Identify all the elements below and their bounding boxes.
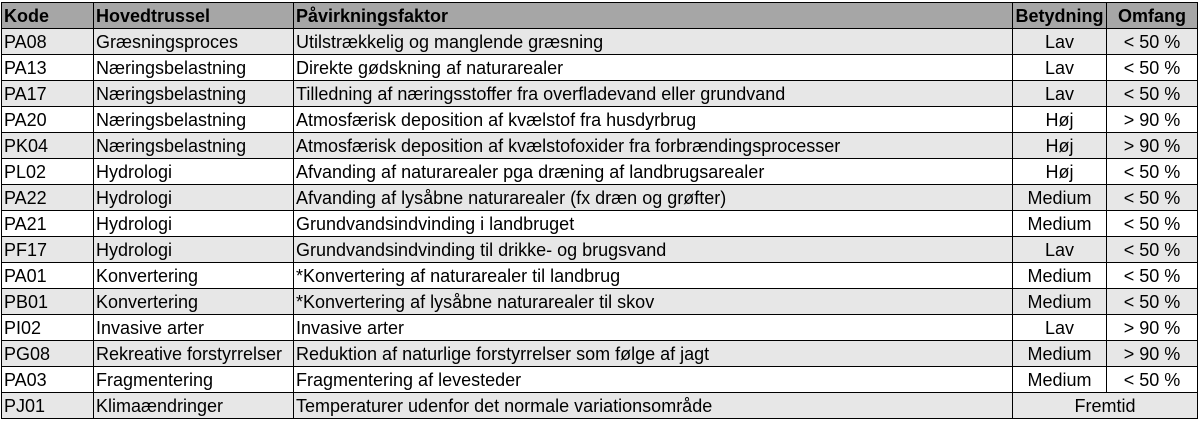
cell-omfang: > 90 %: [1107, 315, 1198, 341]
cell-omfang: < 50 %: [1107, 55, 1198, 81]
cell-paavirkningsfaktor: Temperaturer udenfor det normale variationsområde: [294, 393, 1013, 419]
table-row: [2, 29, 1198, 55]
cell-paavirkningsfaktor: Grundvandsindvinding i landbruget: [294, 211, 1013, 237]
cell-omfang: < 50 %: [1107, 263, 1198, 289]
table-row: [2, 237, 1198, 263]
cell-hovedtrussel: Hydrologi: [94, 211, 294, 237]
cell-paavirkningsfaktor: Tilledning af næringsstoffer fra overfladevand eller grundvand: [294, 81, 1013, 107]
cell-omfang: > 90 %: [1107, 341, 1198, 367]
cell-paavirkningsfaktor: Invasive arter: [294, 315, 1013, 341]
cell-fremtid-merged: Fremtid: [1013, 393, 1198, 419]
cell-paavirkningsfaktor: Atmosfærisk deposition af kvælstofoxider fra forbrændingsprocesser: [294, 133, 1013, 159]
cell-paavirkningsfaktor: Reduktion af naturlige forstyrrelser som følge af jagt: [294, 341, 1013, 367]
table-row: [2, 289, 1198, 315]
table-row: [2, 81, 1198, 107]
cell-betydning: Lav: [1013, 81, 1107, 107]
cell-omfang: < 50 %: [1107, 29, 1198, 55]
cell-omfang: < 50 %: [1107, 185, 1198, 211]
cell-kode: PA03: [2, 367, 94, 393]
cell-betydning: Medium: [1013, 263, 1107, 289]
header-omfang: Omfang: [1107, 3, 1198, 29]
cell-kode: PA21: [2, 211, 94, 237]
cell-paavirkningsfaktor: *Konvertering af naturarealer til landbrug: [294, 263, 1013, 289]
table-header: [2, 3, 1198, 29]
cell-paavirkningsfaktor: Direkte gødskning af naturarealer: [294, 55, 1013, 81]
cell-kode: PL02: [2, 159, 94, 185]
cell-omfang: < 50 %: [1107, 367, 1198, 393]
cell-betydning: Medium: [1013, 211, 1107, 237]
table-row: [2, 159, 1198, 185]
cell-hovedtrussel: Næringsbelastning: [94, 55, 294, 81]
header-row: [2, 3, 1198, 29]
cell-paavirkningsfaktor: Afvanding af naturarealer pga dræning af landbrugsarealer: [294, 159, 1013, 185]
header-betydning: Betydning: [1013, 3, 1107, 29]
cell-paavirkningsfaktor: Utilstrækkelig og manglende græsning: [294, 29, 1013, 55]
cell-hovedtrussel: Konvertering: [94, 289, 294, 315]
cell-omfang: > 90 %: [1107, 133, 1198, 159]
header-hovedtrussel: Hovedtrussel: [94, 3, 294, 29]
cell-betydning: Lav: [1013, 237, 1107, 263]
table-row: [2, 185, 1198, 211]
header-paavirkningsfaktor: Påvirkningsfaktor: [294, 3, 1013, 29]
cell-omfang: < 50 %: [1107, 159, 1198, 185]
cell-omfang: < 50 %: [1107, 211, 1198, 237]
table-row: [2, 211, 1198, 237]
cell-betydning: Høj: [1013, 133, 1107, 159]
cell-hovedtrussel: Næringsbelastning: [94, 133, 294, 159]
cell-kode: PA20: [2, 107, 94, 133]
table-row: [2, 341, 1198, 367]
table-row: [2, 107, 1198, 133]
cell-hovedtrussel: Næringsbelastning: [94, 107, 294, 133]
cell-betydning: Medium: [1013, 367, 1107, 393]
table-row: [2, 393, 1198, 419]
cell-hovedtrussel: Hydrologi: [94, 159, 294, 185]
cell-hovedtrussel: Græsningsproces: [94, 29, 294, 55]
header-kode: Kode: [2, 3, 94, 29]
cell-betydning: Medium: [1013, 341, 1107, 367]
table-body: [2, 29, 1198, 419]
table-row: [2, 133, 1198, 159]
cell-hovedtrussel: Næringsbelastning: [94, 81, 294, 107]
cell-hovedtrussel: Rekreative forstyrrelser: [94, 341, 294, 367]
cell-paavirkningsfaktor: *Konvertering af lysåbne naturarealer til skov: [294, 289, 1013, 315]
cell-betydning: Lav: [1013, 29, 1107, 55]
cell-omfang: < 50 %: [1107, 289, 1198, 315]
cell-paavirkningsfaktor: Grundvandsindvinding til drikke- og brugsvand: [294, 237, 1013, 263]
cell-hovedtrussel: Hydrologi: [94, 237, 294, 263]
cell-betydning: Lav: [1013, 315, 1107, 341]
cell-paavirkningsfaktor: Fragmentering af levesteder: [294, 367, 1013, 393]
cell-betydning: Høj: [1013, 107, 1107, 133]
table-row: [2, 263, 1198, 289]
cell-kode: PA13: [2, 55, 94, 81]
cell-kode: PF17: [2, 237, 94, 263]
cell-hovedtrussel: Hydrologi: [94, 185, 294, 211]
cell-kode: PJ01: [2, 393, 94, 419]
table-row: [2, 55, 1198, 81]
cell-betydning: Lav: [1013, 55, 1107, 81]
cell-paavirkningsfaktor: Atmosfærisk deposition af kvælstof fra husdyrbrug: [294, 107, 1013, 133]
cell-hovedtrussel: Konvertering: [94, 263, 294, 289]
cell-omfang: > 90 %: [1107, 107, 1198, 133]
cell-hovedtrussel: Fragmentering: [94, 367, 294, 393]
cell-betydning: Medium: [1013, 185, 1107, 211]
cell-omfang: < 50 %: [1107, 237, 1198, 263]
table-row: [2, 315, 1198, 341]
cell-kode: PK04: [2, 133, 94, 159]
cell-paavirkningsfaktor: Afvanding af lysåbne naturarealer (fx dræn og grøfter): [294, 185, 1013, 211]
threat-table: [1, 2, 1198, 419]
cell-kode: PA22: [2, 185, 94, 211]
cell-kode: PA08: [2, 29, 94, 55]
table-row: [2, 367, 1198, 393]
cell-kode: PI02: [2, 315, 94, 341]
cell-hovedtrussel: Invasive arter: [94, 315, 294, 341]
cell-kode: PB01: [2, 289, 94, 315]
cell-betydning: Medium: [1013, 289, 1107, 315]
cell-kode: PA17: [2, 81, 94, 107]
cell-omfang: < 50 %: [1107, 81, 1198, 107]
cell-kode: PA01: [2, 263, 94, 289]
cell-betydning: Høj: [1013, 159, 1107, 185]
cell-kode: PG08: [2, 341, 94, 367]
cell-hovedtrussel: Klimaændringer: [94, 393, 294, 419]
